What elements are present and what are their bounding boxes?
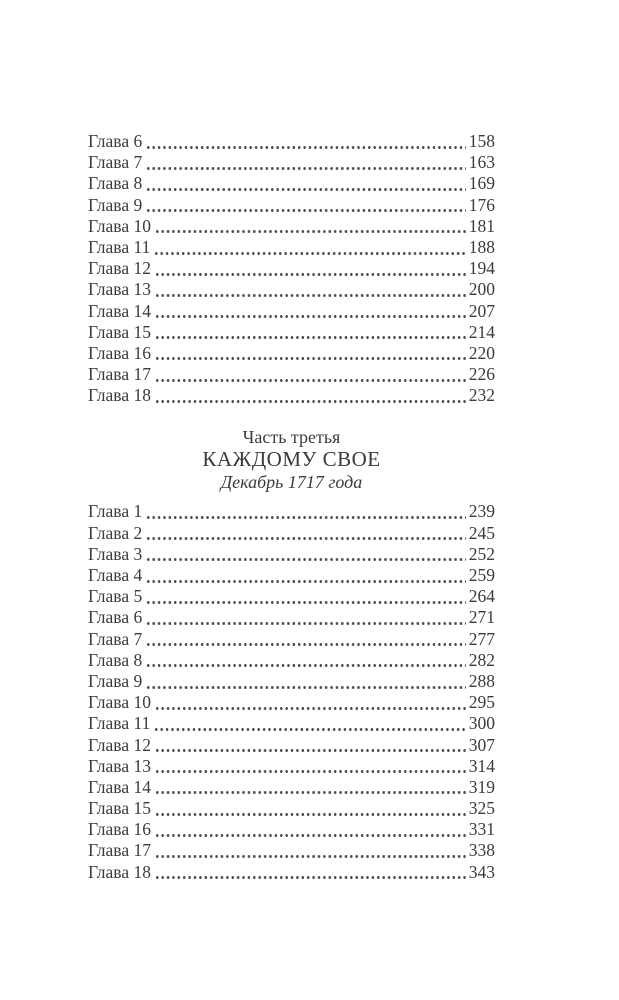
part-title: КАЖДОМУ СВОЕ xyxy=(202,447,381,472)
toc-entry xyxy=(88,237,495,258)
page-number: 194 xyxy=(468,258,495,279)
chapter-label: Глава 7 xyxy=(88,628,143,649)
page-number: 226 xyxy=(468,364,495,385)
dot-leader xyxy=(147,173,466,194)
chapter-label: Глава 14 xyxy=(88,300,151,321)
page-number: 307 xyxy=(468,734,495,755)
chapter-label: Глава 13 xyxy=(88,755,151,776)
part-subtitle: Декабрь 1717 года xyxy=(220,472,363,493)
dot-leader xyxy=(156,862,466,883)
part-three-heading xyxy=(88,426,495,493)
dot-leader xyxy=(156,385,466,406)
dot-leader xyxy=(156,819,466,840)
chapter-label: Глава 18 xyxy=(88,861,151,882)
page-number: 252 xyxy=(468,543,495,564)
chapter-label: Глава 12 xyxy=(88,258,151,279)
toc-entry xyxy=(88,343,495,364)
dot-leader xyxy=(147,544,466,565)
toc-entry xyxy=(88,565,495,586)
chapter-label: Глава 16 xyxy=(88,342,151,363)
page-number: 271 xyxy=(468,607,495,628)
toc-entry xyxy=(88,862,495,883)
dot-leader xyxy=(156,692,466,713)
chapter-label: Глава 4 xyxy=(88,565,143,585)
page-number: 181 xyxy=(468,215,495,236)
dot-leader xyxy=(147,607,466,628)
toc-entry xyxy=(88,692,495,713)
chapter-list-part-two xyxy=(88,131,495,406)
dot-leader xyxy=(156,343,466,364)
page-number: 207 xyxy=(468,300,495,321)
chapter-label: Глава 18 xyxy=(88,385,151,406)
chapter-label: Глава 9 xyxy=(88,670,143,691)
dot-leader xyxy=(156,258,466,279)
dot-leader xyxy=(156,216,466,237)
toc-entry xyxy=(88,279,495,300)
chapter-label: Глава 11 xyxy=(88,236,151,257)
chapter-label: Глава 17 xyxy=(88,840,151,861)
toc-entry xyxy=(88,819,495,840)
page-number: 300 xyxy=(468,713,495,734)
dot-leader xyxy=(155,713,465,734)
page-number: 200 xyxy=(468,279,495,300)
page-number: 314 xyxy=(468,755,495,776)
toc-entry xyxy=(88,840,495,861)
toc-entry xyxy=(88,173,495,194)
page-number: 277 xyxy=(468,628,495,649)
toc-entry xyxy=(88,501,495,522)
dot-leader xyxy=(147,523,466,544)
toc-entry xyxy=(88,607,495,628)
page-number: 295 xyxy=(468,692,495,713)
chapter-label: Глава 10 xyxy=(88,692,151,713)
page-number: 163 xyxy=(468,152,495,173)
dot-leader xyxy=(147,629,466,650)
dot-leader xyxy=(156,364,466,385)
chapter-label: Глава 13 xyxy=(88,279,151,300)
dot-leader xyxy=(156,322,466,343)
toc-entry xyxy=(88,131,495,152)
toc-entry xyxy=(88,671,495,692)
page-number: 220 xyxy=(468,342,495,363)
toc-entry xyxy=(88,301,495,322)
dot-leader xyxy=(147,565,466,586)
page-number: 188 xyxy=(468,236,495,257)
chapter-label: Глава 1 xyxy=(88,501,143,522)
chapter-label: Глава 3 xyxy=(88,543,143,564)
dot-leader xyxy=(156,840,466,861)
dot-leader xyxy=(147,152,466,173)
chapter-label: Глава 2 xyxy=(88,522,143,543)
chapter-label: Глава 12 xyxy=(88,734,151,755)
chapter-label: Глава 17 xyxy=(88,364,151,385)
chapter-label: Глава 7 xyxy=(88,152,143,173)
page-number: 239 xyxy=(468,501,495,522)
chapter-list-part-three xyxy=(88,501,495,882)
chapter-label: Глава 15 xyxy=(88,321,151,342)
page-number: 343 xyxy=(468,861,495,882)
dot-leader xyxy=(147,586,466,607)
page-number: 214 xyxy=(468,321,495,342)
page-number: 232 xyxy=(468,385,495,406)
dot-leader xyxy=(147,501,466,522)
page-number: 331 xyxy=(468,819,495,840)
chapter-label: Глава 10 xyxy=(88,215,151,236)
toc-entry xyxy=(88,798,495,819)
toc-entry xyxy=(88,258,495,279)
page-number: 338 xyxy=(468,840,495,861)
dot-leader xyxy=(156,777,466,798)
dot-leader xyxy=(156,756,466,777)
page-number: 282 xyxy=(468,649,495,670)
chapter-label: Глава 5 xyxy=(88,586,143,607)
page-number: 264 xyxy=(468,586,495,607)
toc-entry xyxy=(88,650,495,671)
toc-entry xyxy=(88,152,495,173)
dot-leader xyxy=(147,671,466,692)
toc-section-part-three-chapters xyxy=(88,501,495,882)
chapter-label: Глава 8 xyxy=(88,173,143,194)
dot-leader xyxy=(156,301,466,322)
toc-entry xyxy=(88,735,495,756)
chapter-label: Глава 8 xyxy=(88,649,143,670)
dot-leader xyxy=(156,279,466,300)
chapter-label: Глава 9 xyxy=(88,194,143,215)
chapter-label: Глава 16 xyxy=(88,819,151,840)
toc-entry xyxy=(88,195,495,216)
chapter-label: Глава 6 xyxy=(88,607,143,628)
toc-entry xyxy=(88,364,495,385)
toc-entry xyxy=(88,216,495,237)
dot-leader xyxy=(147,195,466,216)
toc-entry xyxy=(88,586,495,607)
dot-leader xyxy=(156,735,466,756)
toc-section-continued-chapters xyxy=(88,131,495,406)
page-number: 158 xyxy=(468,131,495,151)
toc-entry xyxy=(88,756,495,777)
dot-leader xyxy=(156,798,466,819)
page-number: 288 xyxy=(468,670,495,691)
page-number: 259 xyxy=(468,565,495,585)
toc-entry xyxy=(88,629,495,650)
toc-entry xyxy=(88,523,495,544)
page-number: 176 xyxy=(468,194,495,215)
page-number: 325 xyxy=(468,798,495,819)
table-of-contents xyxy=(88,131,495,883)
chapter-label: Глава 11 xyxy=(88,713,151,734)
toc-entry xyxy=(88,713,495,734)
chapter-label: Глава 15 xyxy=(88,798,151,819)
toc-entry xyxy=(88,385,495,406)
toc-entry xyxy=(88,777,495,798)
page-number: 319 xyxy=(468,776,495,797)
dot-leader xyxy=(147,131,466,152)
dot-leader xyxy=(155,237,465,258)
page-number: 245 xyxy=(468,522,495,543)
chapter-label: Глава 14 xyxy=(88,776,151,797)
page-number: 169 xyxy=(468,173,495,194)
toc-entry xyxy=(88,322,495,343)
dot-leader xyxy=(147,650,466,671)
toc-entry xyxy=(88,544,495,565)
chapter-label: Глава 6 xyxy=(88,131,143,151)
part-label: Часть третья xyxy=(242,427,341,448)
